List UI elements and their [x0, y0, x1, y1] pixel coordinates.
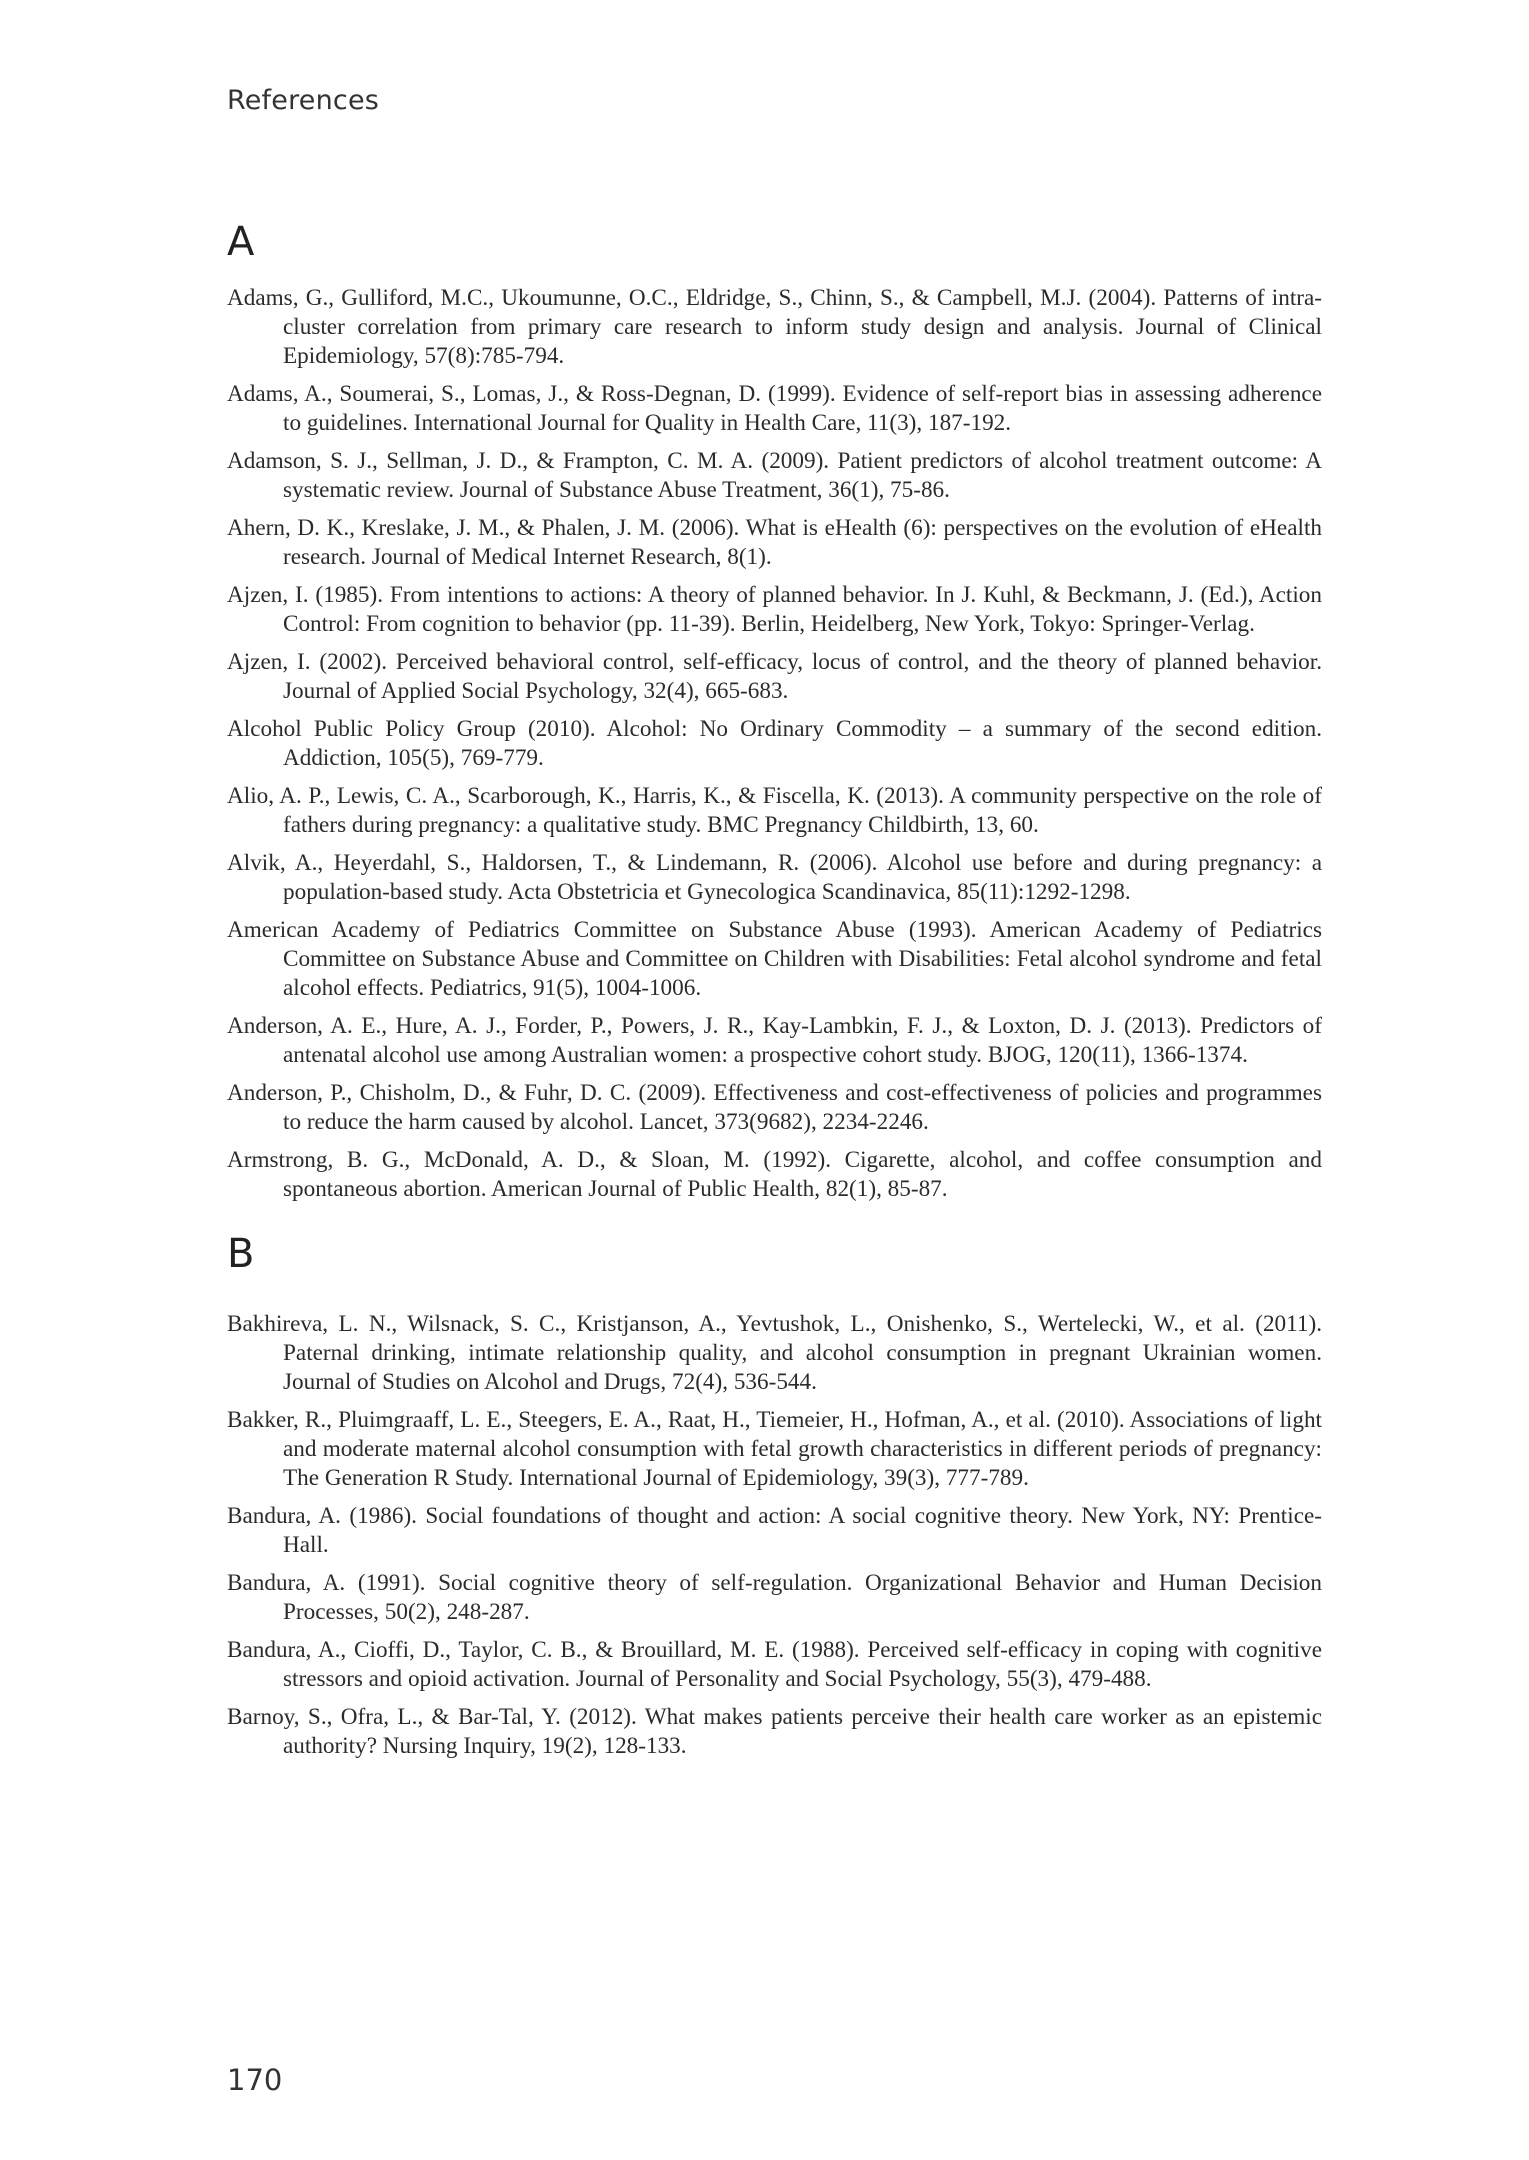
reference-entry: Bakhireva, L. N., Wilsnack, S. C., Kristjanson, A., Yevtushok, L., Onishenko, S., Wertelecki, W., et al. (2011). Paternal drinking, intimate relationship quality, and alcohol consumption in pregnant Ukrainian women. Journal of Studies on Alcohol and Drugs, 72(4), 536-544.: [227, 1311, 1322, 1395]
section-b-references: [227, 1310, 1322, 1761]
reference-entry: Ahern, D. K., Kreslake, J. M., & Phalen, J. M. (2006). What is eHealth (6): perspectives on the evolution of eHealth research. Journal of Medical Internet Research, 8(1).: [227, 515, 1322, 570]
reference-list: [227, 219, 1322, 1770]
reference-entry: Armstrong, B. G., McDonald, A. D., & Sloan, M. (1992). Cigarette, alcohol, and coffee consumption and spontaneous abortion. American Journal of Public Health, 82(1), 85-87.: [227, 1147, 1322, 1202]
reference-entry: Alvik, A., Heyerdahl, S., Haldorsen, T., & Lindemann, R. (2006). Alcohol use before and during pregnancy: a population-based study. Acta Obstetricia et Gynecologica Scandinavica, 85(11):1292-1298.: [227, 850, 1322, 905]
reference-entry: Adamson, S. J., Sellman, J. D., & Frampton, C. M. A. (2009). Patient predictors of alcohol treatment outcome: A systematic review. Journal of Substance Abuse Treatment, 36(1), 75-86.: [227, 448, 1322, 503]
reference-entry: Bandura, A. (1991). Social cognitive theory of self-regulation. Organizational Behavior and Human Decision Processes, 50(2), 248-287.: [227, 1570, 1322, 1625]
reference-entry: Adams, G., Gulliford, M.C., Ukoumunne, O.C., Eldridge, S., Chinn, S., & Campbell, M.J. (2004). Patterns of intra-cluster correlation from primary care research to inform study design and analysis. Journal of Clinical Epidemiology, 57(8):785-794.: [227, 285, 1322, 369]
reference-entry: Anderson, A. E., Hure, A. J., Forder, P., Powers, J. R., Kay-Lambkin, F. J., & Loxton, D. J. (2013). Predictors of antenatal alcohol use among Australian women: a prospective cohort study. BJOG, 120(11), 1366-1374.: [227, 1013, 1322, 1068]
reference-entry: Alio, A. P., Lewis, C. A., Scarborough, K., Harris, K., & Fiscella, K. (2013). A community perspective on the role of fathers during pregnancy: a qualitative study. BMC Pregnancy Childbirth, 13, 60.: [227, 783, 1322, 838]
section-heading-a: A: [227, 219, 255, 265]
reference-entry: Anderson, P., Chisholm, D., & Fuhr, D. C. (2009). Effectiveness and cost-effectiveness of policies and programmes to reduce the harm caused by alcohol. Lancet, 373(9682), 2234-2246.: [227, 1080, 1322, 1135]
reference-entry: Bakker, R., Pluimgraaff, L. E., Steegers, E. A., Raat, H., Tiemeier, H., Hofman, A., et al. (2010). Associations of light and moderate maternal alcohol consumption with fetal growth characteristics in different periods of pregnancy: The Generation R Study. International Journal of Epidemiology, 39(3), 777-789.: [227, 1407, 1322, 1491]
section-heading-b: B: [227, 1231, 255, 1277]
reference-entry: Barnoy, S., Ofra, L., & Bar-Tal, Y. (2012). What makes patients perceive their health care worker as an epistemic authority? Nursing Inquiry, 19(2), 128-133.: [227, 1704, 1322, 1759]
reference-entry: American Academy of Pediatrics Committee on Substance Abuse (1993). American Academy of Pediatrics Committee on Substance Abuse and Committee on Children with Disabilities: Fetal alcohol syndrome and fetal alcohol effects. Pediatrics, 91(5), 1004-1006.: [227, 917, 1322, 1001]
running-head: References: [227, 85, 380, 116]
section-a-references: [227, 284, 1322, 1204]
reference-entry: Ajzen, I. (2002). Perceived behavioral control, self-efficacy, locus of control, and the theory of planned behavior. Journal of Applied Social Psychology, 32(4), 665-683.: [227, 649, 1322, 704]
reference-entry: Adams, A., Soumerai, S., Lomas, J., & Ross-Degnan, D. (1999). Evidence of self-report bias in assessing adherence to guidelines. International Journal for Quality in Health Care, 11(3), 187-192.: [227, 381, 1322, 436]
reference-entry: Bandura, A., Cioffi, D., Taylor, C. B., & Brouillard, M. E. (1988). Perceived self-efficacy in coping with cognitive stressors and opioid activation. Journal of Personality and Social Psychology, 55(3), 479-488.: [227, 1637, 1322, 1692]
reference-entry: Alcohol Public Policy Group (2010). Alcohol: No Ordinary Commodity – a summary of the second edition. Addiction, 105(5), 769-779.: [227, 716, 1322, 771]
reference-entry: Ajzen, I. (1985). From intentions to actions: A theory of planned behavior. In J. Kuhl, & Beckmann, J. (Ed.), Action Control: From cognition to behavior (pp. 11-39). Berlin, Heidelberg, New York, Tokyo: Springer-Verlag.: [227, 582, 1322, 637]
page-number: 170: [227, 2063, 283, 2097]
reference-entry: Bandura, A. (1986). Social foundations of thought and action: A social cognitive theory. New York, NY: Prentice-Hall.: [227, 1503, 1322, 1558]
